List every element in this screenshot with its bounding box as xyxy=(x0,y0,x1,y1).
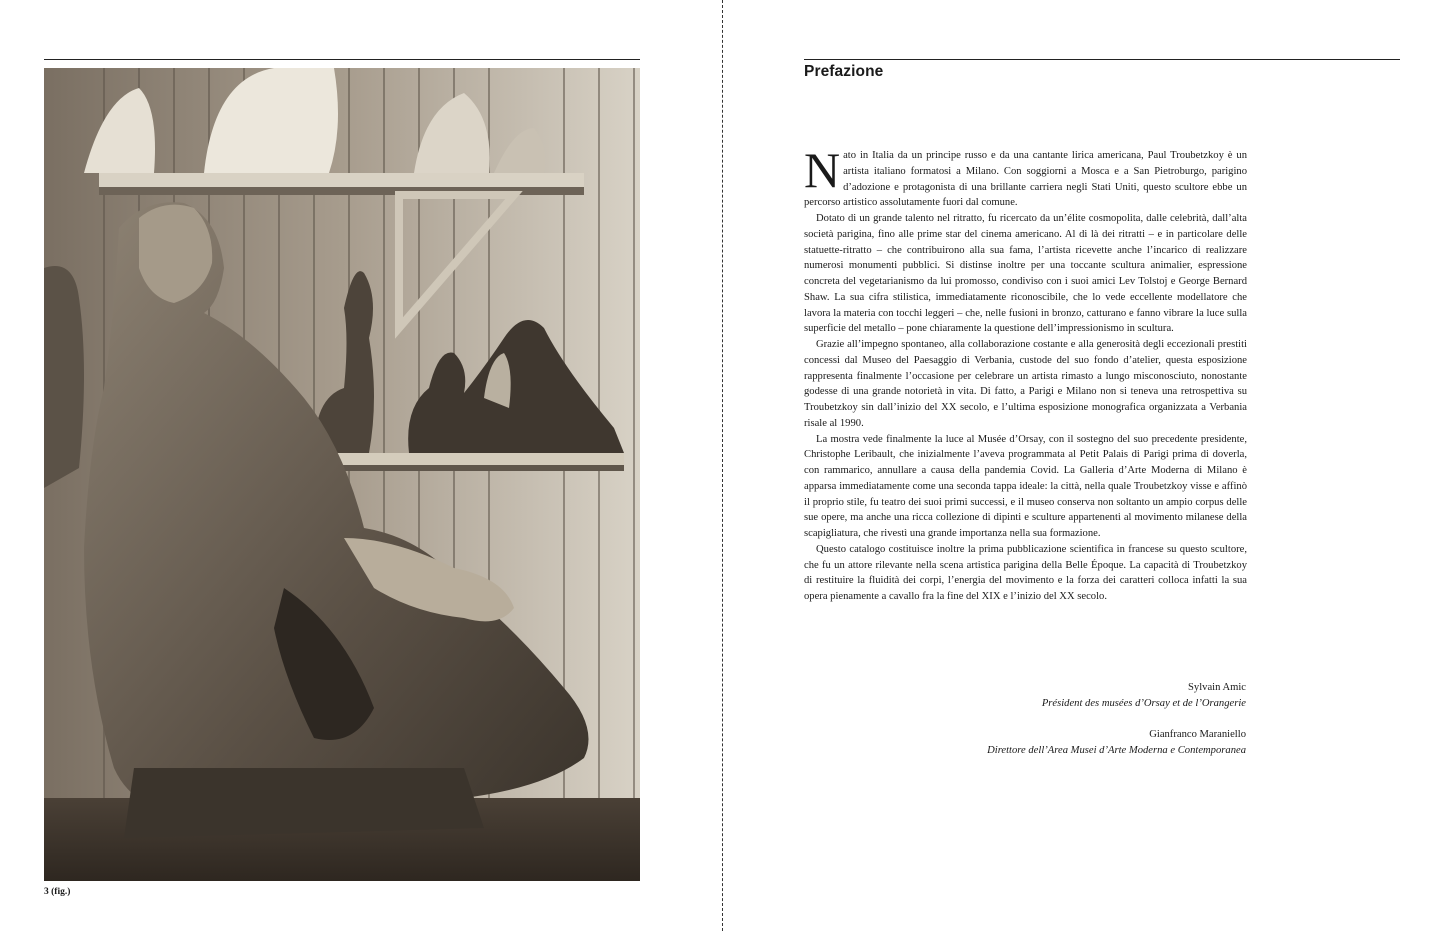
left-page xyxy=(0,0,722,931)
signatory-role: Président des musées d’Orsay et de l’Orangerie xyxy=(1041,698,1246,709)
right-page xyxy=(723,0,1446,931)
studio-photograph xyxy=(44,68,640,881)
figure-caption: 3 (fig.) xyxy=(44,887,71,897)
signature-block xyxy=(1042,680,1246,712)
signatory-name: Gianfranco Maraniello xyxy=(1149,729,1246,740)
paragraph: Questo catalogo costituisce inoltre la prima pubblicazione scientifica in francese su questo scultore, che fu un attore rilevante nella scena artistica parigina della Belle Époque. La capacità di Troubetzkoy di restituire la fluidità dei corpi, l’energia del movimento e la forza dei caratteri colloca infatti la sua opera pienamente a cavallo fra la fine del XIX e l’inizio del XX secolo. xyxy=(804,543,1247,602)
signatory-name: Sylvain Amic xyxy=(1188,682,1246,693)
preface-body xyxy=(804,142,1247,605)
top-rule xyxy=(804,59,1400,60)
paragraph: Nato in Italia da un principe russo e da una cantante lirica americana, Paul Troubetzkoy è un artista italiano formatosi a Milano. Con soggiorni a Mosca e a San Pietroburgo, parigino d’adozione e protagonista di una brillante carriera negli Stati Uniti, questo scultore ebbe un percorso artistico assolutamente fuori dal comune. xyxy=(804,142,1247,209)
top-rule xyxy=(44,59,640,60)
page-title: Prefazione xyxy=(804,63,884,80)
drop-cap: N xyxy=(804,142,841,198)
paragraph: Grazie all’impegno spontaneo, alla collaborazione costante e alla generosità degli eccezionali prestiti concessi dal Museo del Paesaggio di Verbania, custode del suo fondo d’atelier, questa esposizione rappresenta finalmente l’occasione per celebrare un artista rimasto a lungo misconosciuto, nonostante godesse di una grande notorietà in vita. Di fatto, a Parigi e Milano non si teneva una retrospettiva su Troubetzkoy sin dall’inizio del XX secolo, e l’ultima esposizione monografica organizzata a Verbania risale al 1990. xyxy=(804,339,1247,429)
signatory-role: Direttore dell’Area Musei d’Arte Moderna e Contemporanea xyxy=(987,745,1246,756)
paragraph: La mostra vede finalmente la luce al Musée d’Orsay, con il sostegno del suo precedente presidente, Christophe Leribault, che inizialmente l’aveva programmata al Petit Palais di Parigi prima di doverla, con rammarico, annullare a causa della pandemia Covid. La Galleria d’Arte Moderna di Milano è apparsa immediatamente come una seconda tappa ideale: la città, nella quale Troubetzkoy visse e affinò il proprio stile, fu teatro dei suoi primi successi, e il museo conserva non soltanto un ampio corpus delle sue opere, ma anche una ricca collezione di dipinti e sculture appartenenti al movimento milanese della scapigliatura, che rivestì una grande importanza nella sua formazione. xyxy=(804,433,1247,539)
paragraph: Dotato di un grande talento nel ritratto, fu ricercato da un’élite cosmopolita, dalle celebrità, dall’alta società parigina, fino alle prime star del cinema americano. Al di là dei ritratti – e in particolare delle statuette-ritratto – che contribuirono alla sua fama, l’artista ricevette anche l’incarico di realizzare numerosi monumenti pubblici. Si distinse inoltre per una toccante scultura animalier, espressione concreta del vegetarianismo da lui promosso, condiviso con i suoi amici Lev Tolstoj e George Bernard Shaw. La sua cifra stilistica, immediatamente riconoscibile, che lo vede eccellente modellatore che lavora la materia con tocchi leggeri – che, nelle fusioni in bronzo, catturano e fanno vibrare la luce sulla superficie del metallo – pone chiaramente la questione dell’impressionismo in scultura. xyxy=(804,213,1247,335)
signature-block xyxy=(987,727,1246,759)
